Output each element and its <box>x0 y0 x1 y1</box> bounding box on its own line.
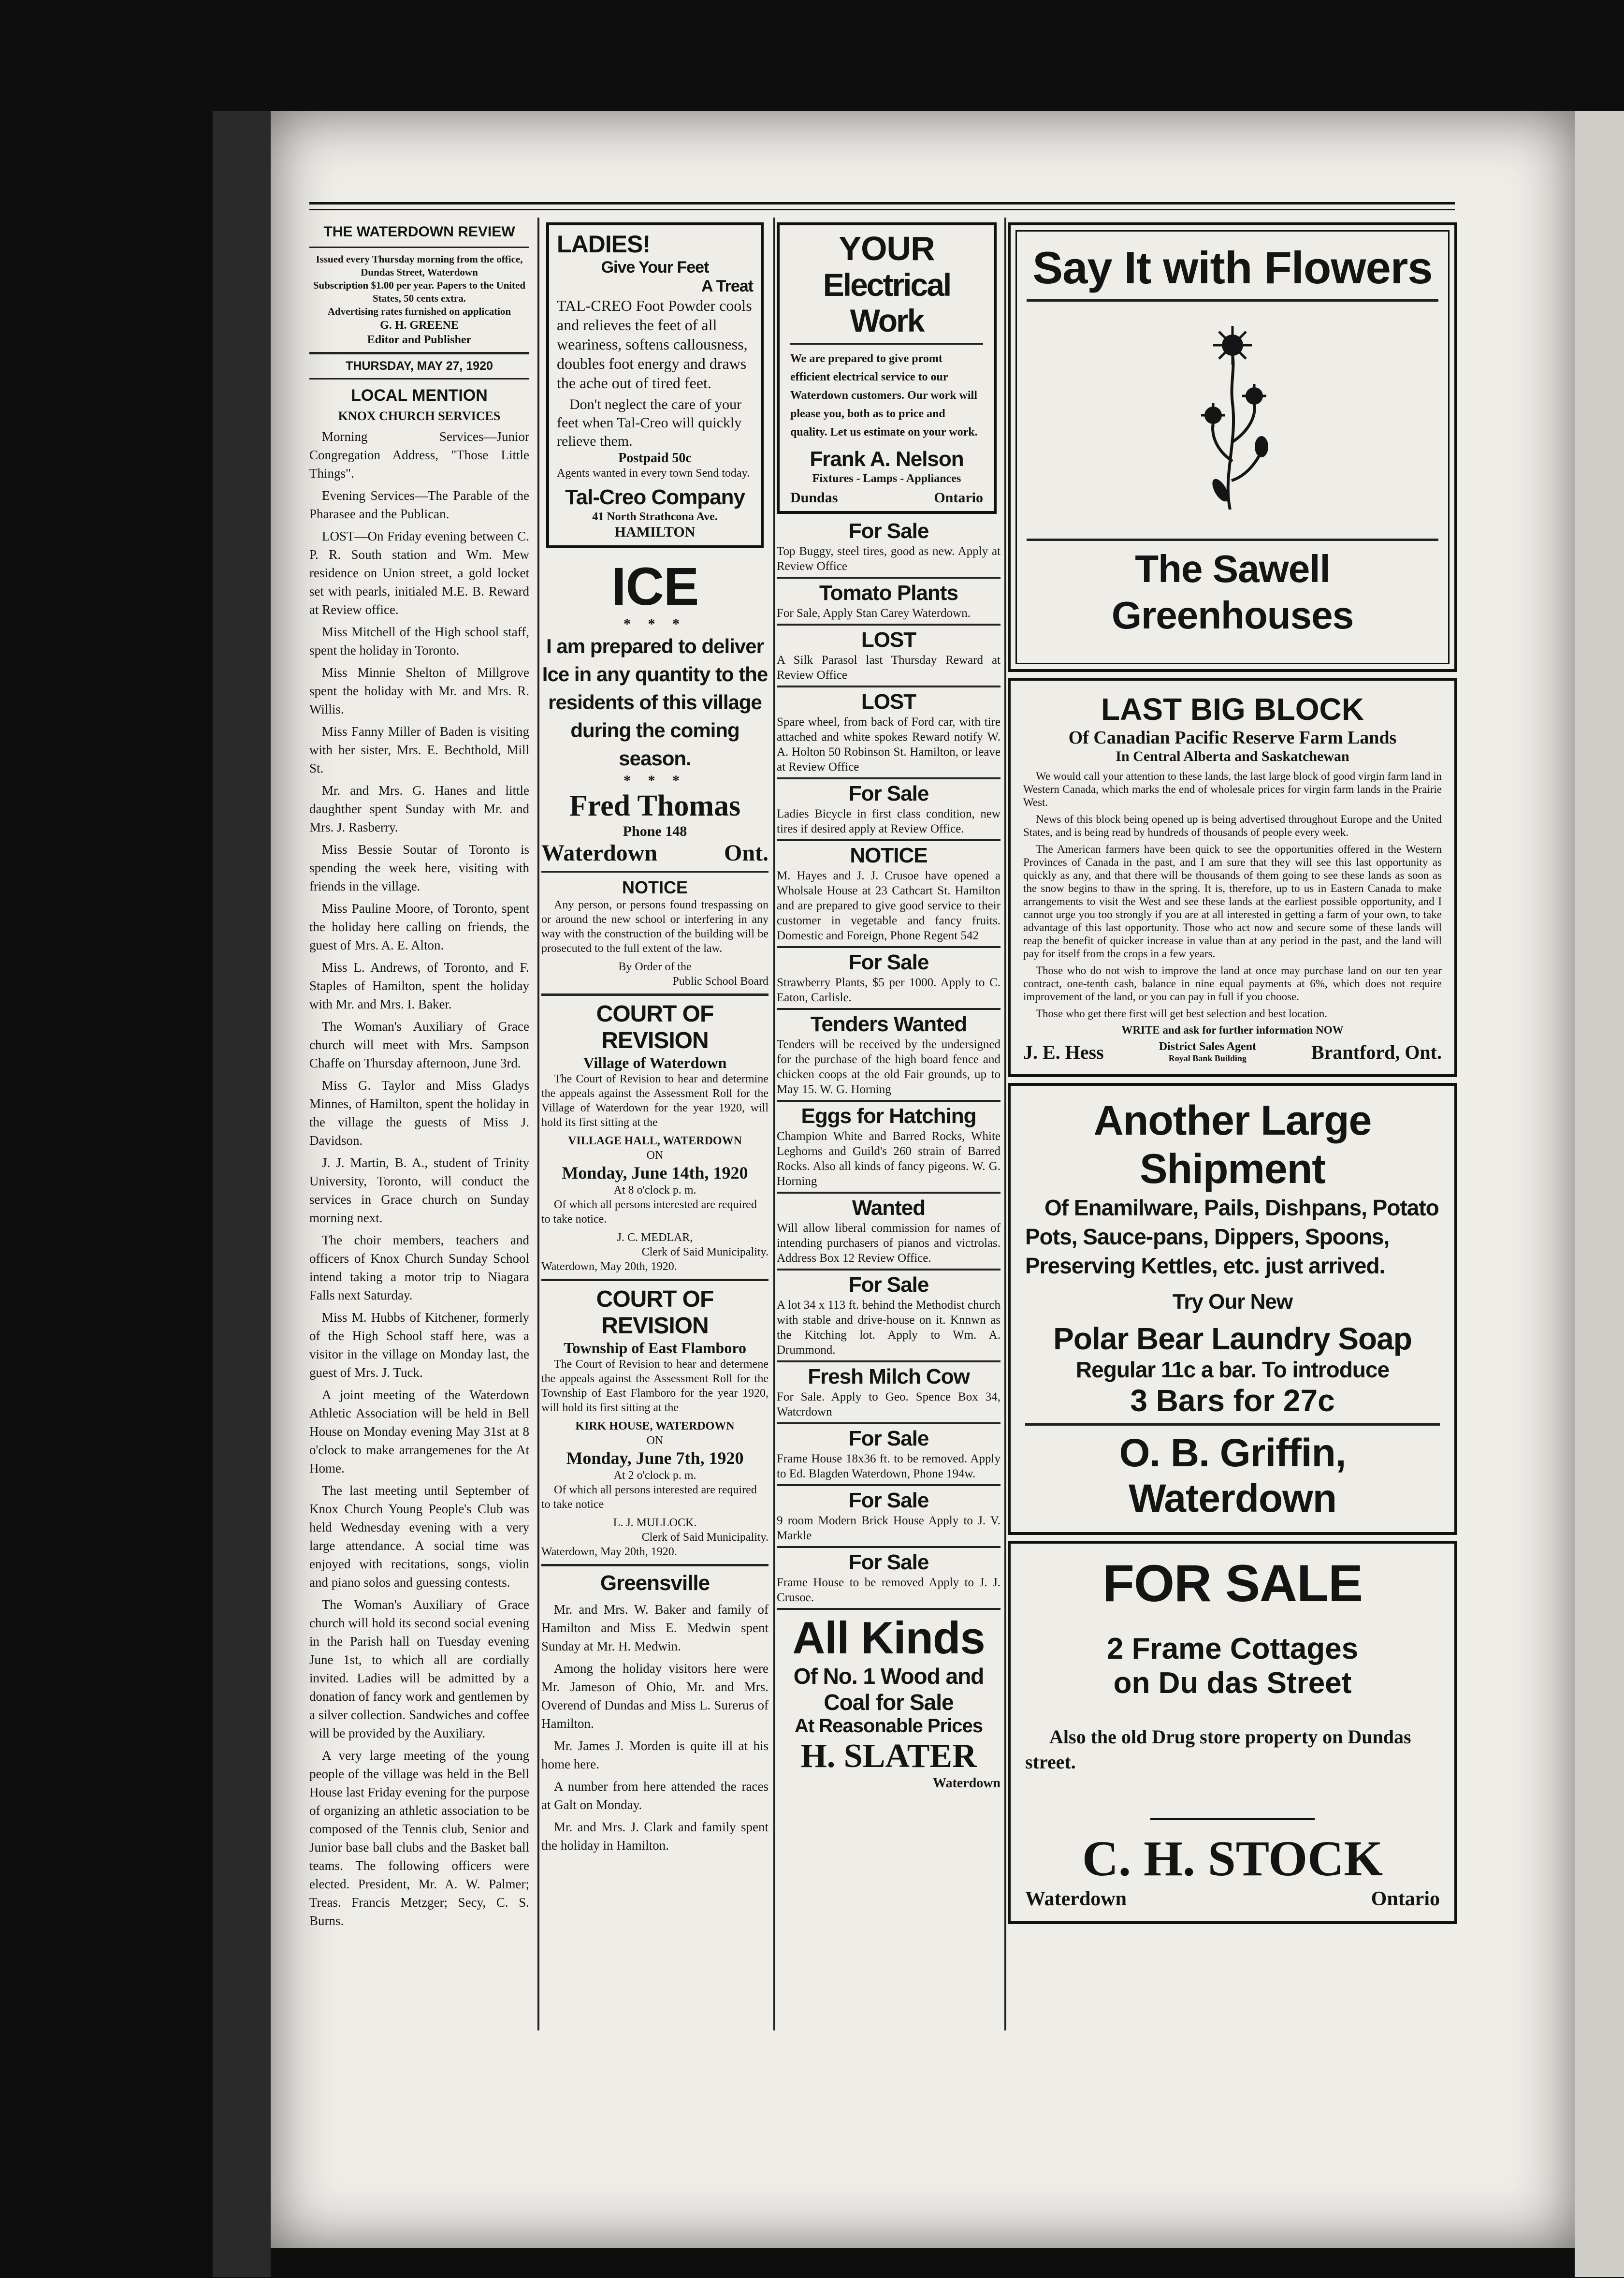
electric-ad-sub: Fixtures - Lamps - Appliances <box>812 472 961 485</box>
classified-body: Frame House to be removed Apply to J. J. Crusoe. <box>777 1576 1000 1604</box>
column-rule-1 <box>537 218 539 2030</box>
classified-item <box>777 1548 1000 1610</box>
cpr-ad-name: J. E. Hess <box>1023 1041 1104 1063</box>
classified-title: Tomato Plants <box>819 581 958 605</box>
divider <box>1025 1423 1440 1426</box>
local-mention-paragraph: Miss L. Andrews, of Toronto, and F. Staples of Hamilton, spent the holiday with Mr. and Mrs. I. Baker. <box>309 960 529 1011</box>
ladies-ad-body2: Don't neglect the care of your feet when Tal-Creo will quickly relieve them. <box>557 396 742 449</box>
ice-ad-stars: * * * <box>624 616 686 632</box>
cpr-ad-title: LAST BIG BLOCK <box>1101 692 1364 727</box>
cpr-ad-sub2: In Central Alberta and Saskatchewan <box>1116 748 1349 764</box>
ladies-ad-company: Tal-Creo Company <box>565 485 745 509</box>
cpr-ad-sub: Of Canadian Pacific Reserve Farm Lands <box>1068 728 1397 748</box>
classified-title: LOST <box>861 690 916 714</box>
court1-sub: Village of Waterdown <box>583 1054 727 1071</box>
cpr-ad-paragraph: The American farmers have been quick to see the opportunities offered in the Western Provinces of Canada in the past, and I am sure that they will see this last opportunity as quickly as any, and that there will be thousands of them going to see these lands as soon as the snow begins to thaw in the spring. It is, therefore, up to us in Eastern Canada to make arrangements to visit the West and see these lands at the earliest possible opportunity, and I cannot urge you too strongly if you are at all interested in getting a farm of your own, to take advantage of this last opportunity. Those who act now and secure some of these lands will reap the benefit of quicker increase in value than at any period in the past, and the land will pay for itself from the crops in a few years. <box>1023 843 1442 960</box>
greensville-paragraph: Mr. and Mrs. W. Baker and family of Hamilton and Miss E. Medwin spent Sunday at Mr. H. Medwin. <box>541 1602 768 1653</box>
electric-ad-title1: YOUR <box>839 230 935 267</box>
court2-date: Monday, June 7th, 1920 <box>566 1448 744 1468</box>
local-mention-body <box>309 427 529 1930</box>
local-mention-paragraph: Mr. and Mrs. G. Hanes and little daughther spent Sunday with Mr. and Mrs. J. Rasberry. <box>309 783 529 834</box>
court1-on: ON <box>646 1149 664 1162</box>
classified-item <box>777 626 1000 687</box>
masthead-editor-title: Editor and Publisher <box>367 334 472 346</box>
court2-note: Of which all persons interested are required to take notice <box>541 1484 757 1511</box>
griffin-ad-name: O. B. Griffin, Waterdown <box>1119 1431 1346 1520</box>
cpr-ad <box>1008 678 1457 1077</box>
slater-ad <box>777 1613 1000 1791</box>
masthead <box>309 222 529 380</box>
ladies-ad-body: TAL-CREO Foot Powder cools and relieves the feet of all weariness, softens callousness, doubles foot energy and draws the ache out of tired feet. <box>557 297 752 392</box>
ice-ad-name: Fred Thomas <box>569 789 741 822</box>
ladies-ad-title: LADIES! <box>557 231 650 258</box>
notice-school-title: NOTICE <box>622 877 688 897</box>
slater-ad-name: H. SLATER <box>800 1738 977 1775</box>
ice-ad <box>541 558 768 866</box>
griffin-ad-product: Polar Bear Laundry Soap <box>1053 1321 1412 1356</box>
stock-ad-name: C. H. STOCK <box>1082 1831 1383 1886</box>
classified-item <box>777 1102 1000 1194</box>
stock-ad-location <box>1025 1887 1440 1911</box>
local-mention-paragraph: LOST—On Friday evening between C. P. R. South station and Wm. Mew residence on Union street, a gold locket set with pearls, initialed M.E. B. Reward at Review office. <box>309 529 529 617</box>
court1-place: VILLAGE HALL, WATERDOWN <box>568 1135 742 1147</box>
court-revision-township <box>541 1286 768 1559</box>
classified-title: For Sale <box>848 1427 929 1450</box>
classified-item <box>777 841 1000 948</box>
local-mention-paragraph: Miss Minnie Shelton of Millgrove spent the holiday with Mr. and Mrs. R. Willis. <box>309 665 529 716</box>
local-mention-paragraph: The last meeting until September of Knox Church Young People's Club was held Wednesday evening with a very large attendance. A social time was enjoyed with recitations, songs, violin and piano solos and guessing contests. <box>309 1483 529 1590</box>
classified-title: Eggs for Hatching <box>801 1104 976 1128</box>
classified-body: Frame House 18x36 ft. to be removed. Apply to Ed. Blagden Waterdown, Phone 194w. <box>777 1452 1000 1480</box>
divider <box>309 352 529 354</box>
local-mention-paragraph: The Woman's Auxiliary of Grace church will meet with Mrs. Sampson Chaffe on Thursday afternoon, June 3rd. <box>309 1019 529 1070</box>
column-2 <box>541 222 768 2030</box>
divider <box>309 378 529 380</box>
local-mention-paragraph: Morning Services—Junior Congregation Address, "Those Little Things". <box>309 429 529 481</box>
court2-time: At 2 o'clock p. m. <box>613 1469 696 1482</box>
local-mention-paragraph: Evening Services—The Parable of the Pharasee and the Publican. <box>309 488 529 521</box>
classified-item <box>777 1010 1000 1102</box>
ladies-ad-agents: Agents wanted in every town Send today. <box>557 467 750 480</box>
masthead-advertising: Advertising rates furnished on application <box>327 306 511 317</box>
column-rule-2 <box>773 218 775 2030</box>
court2-body: The Court of Revision to hear and determene the appeals against the Assessment Roll for the Township of East Flamboro for the year 1920, will hold its first sitting at the <box>541 1358 768 1414</box>
classified-body: A lot 34 x 113 ft. behind the Methodist church with stable and drive-house on it. Knnwn as the Kitching lot. Apply to Wm. A. Drummond. <box>777 1299 1000 1357</box>
electric-ad-body: We are prepared to give promt efficient electrical service to our Waterdown customers. Our work will please you, both as to price and quality. Let us estimate on your work. <box>790 352 978 438</box>
classified-item <box>777 517 1000 579</box>
griffin-ad-title: Another Large Shipment <box>1093 1097 1372 1192</box>
stock-ad-line1: 2 Frame Cottages <box>1106 1632 1359 1665</box>
classified-body: Spare wheel, from back of Ford car, with tire attached and white spokes Reward notify W. A. Holton 50 Robinson St. Hamilton, or leave at Review Office <box>777 716 1000 774</box>
court1-clerk-title: Clerk of Said Municipality. <box>641 1246 768 1258</box>
electric-ad-province: Ontario <box>934 490 983 506</box>
ladies-ad-line2: A Treat <box>701 277 753 295</box>
ladies-ad-line1: Give Your Feet <box>601 258 709 277</box>
ladies-ad-address: 41 North Strathcona Ave. <box>592 511 718 523</box>
page-right-edge <box>1575 111 1624 2277</box>
column-1 <box>309 222 529 2030</box>
griffin-ad-body: Of Enamilware, Pails, Dishpans, Potato Pots, Sauce-pans, Dippers, Spoons, Preserving Kettles, etc. just arrived. <box>1025 1195 1439 1278</box>
classified-item <box>777 1362 1000 1424</box>
flowers-ad <box>1008 222 1457 672</box>
ice-ad-phone: Phone 148 <box>623 823 687 839</box>
classified-item <box>777 948 1000 1010</box>
cpr-ad-paragraph: Those who do not wish to improve the land at once may purchase land on our ten year contract, one-tenth cash, balance in nine equal payments at 6%, which does not require improvement of the land, or you can pay in full if you choose. <box>1023 964 1442 1003</box>
slater-ad-line2: Coal for Sale <box>824 1690 954 1715</box>
griffin-ad-price: Regular 11c a bar. To introduce <box>1075 1357 1390 1382</box>
greensville-paragraph: Mr. and Mrs. J. Clark and family spent the holiday in Hamilton. <box>541 1820 768 1853</box>
masthead-subscription: Subscription $1.00 per year. Papers to the United States, 50 cents extra. <box>313 279 526 304</box>
notice-school-sign2: Public School Board <box>672 975 768 988</box>
local-mention-paragraph: Miss Bessie Soutar of Toronto is spending the week here, visiting with friends in the village. <box>309 842 529 893</box>
classified-body: Champion White and Barred Rocks, White Leghorns and Guild's 260 strain of Barred Rocks. Also all kinds of fancy pigeons. W. G. Horning <box>777 1130 1000 1188</box>
ice-ad-title: ICE <box>611 557 699 616</box>
notice-school-body: Any person, or persons found trespassing on or around the new school or interfering in any way with the construction of the building will be prosecuted to the full extent of the law. <box>541 899 768 955</box>
cpr-ad-paragraph: News of this block being opened up is being advertised throughout Europe and the United States, and is being read by hundreds of thousands of people every week. <box>1023 813 1442 838</box>
classified-item <box>777 1486 1000 1548</box>
court2-on: ON <box>646 1434 664 1447</box>
slater-ad-title: All Kinds <box>792 1612 985 1663</box>
court1-body: The Court of Revision to hear and determine the appeals against the Assessment Roll for the Village of Waterdown for the year 1920, will hold its first sitting at the <box>541 1073 768 1129</box>
cpr-ad-building: Royal Bank Building <box>1168 1053 1247 1063</box>
classified-body: Will allow liberal commission for names of intending purchasers of pianos and victrolas. Address Box 12 Review Office. <box>777 1222 1000 1265</box>
page-left-shadow <box>213 111 271 2277</box>
classifieds-list <box>777 517 1000 1610</box>
classified-body: Ladies Bicycle in first class condition, new tires if desired apply at Review Office. <box>777 807 1000 835</box>
griffin-ad-try: Try Our New <box>1172 1290 1293 1314</box>
cpr-ad-write: WRITE and ask for further information NOW <box>1121 1024 1344 1036</box>
local-mention-subheading: KNOX CHURCH SERVICES <box>338 409 501 423</box>
classified-body: A Silk Parasol last Thursday Reward at Review Office <box>777 654 1000 682</box>
electric-ad-town: Dundas <box>790 490 838 506</box>
classified-item <box>777 687 1000 779</box>
top-rule <box>309 202 1455 204</box>
local-mention-paragraph: Miss M. Hubbs of Kitchener, formerly of the High School staff here, was a visitor in the village on Monday last, the guest of Mrs. J. Tuck. <box>309 1310 529 1380</box>
greensville-title: Greensville <box>600 1571 710 1595</box>
masthead-title: THE WATERDOWN REVIEW <box>323 224 515 240</box>
classified-item <box>777 1270 1000 1362</box>
local-mention-paragraph: The choir members, teachers and officers of Knox Church Sunday School intend taking a motor trip to Niagara Falls next Saturday. <box>309 1233 529 1302</box>
column-rule-3 <box>1004 218 1006 2030</box>
local-mention-paragraph: Miss Pauline Moore, of Toronto, spent the holiday here calling on friends, the guest of Mrs. A. E. Alton. <box>309 901 529 952</box>
divider <box>1027 539 1438 541</box>
ladies-ad-city: HAMILTON <box>614 524 696 540</box>
classified-body: Tenders will be received by the undersigned for the purchase of the high board fence and chicken coops at the old Fair grounds, up to May 15. W. G. Horning <box>777 1038 1000 1096</box>
column-4 <box>1008 222 1460 2030</box>
stock-ad-body: Also the old Drug store property on Dundas street. <box>1025 1726 1411 1773</box>
greensville-body <box>541 1600 768 1855</box>
classified-body: Top Buggy, steel tires, good as new. Apply at Review Office <box>777 545 1000 573</box>
court2-clerk: L. J. MULLOCK. <box>613 1517 697 1529</box>
divider <box>541 871 768 873</box>
stock-ad-town: Waterdown <box>1025 1888 1127 1910</box>
divider <box>790 343 983 345</box>
classified-body: For Sale, Apply Stan Carey Waterdown. <box>777 607 971 620</box>
flowers-ad-name: The Sawell Greenhouses <box>1111 547 1354 637</box>
flower-illustration <box>1184 316 1281 519</box>
divider <box>541 1279 768 1281</box>
classified-body: 9 room Modern Brick House Apply to J. V. Markle <box>777 1514 1000 1542</box>
local-mention-paragraph: Miss G. Taylor and Miss Gladys Minnes, of Hamilton, spent the holiday in the village the guests of Miss J. Davidson. <box>309 1078 529 1148</box>
masthead-issued: Issued every Thursday morning from the office, Dundas Street, Waterdown <box>316 253 523 278</box>
classified-title: Wanted <box>852 1196 926 1220</box>
ice-ad-location <box>541 840 768 866</box>
local-mention-heading: LOCAL MENTION <box>351 386 488 405</box>
notice-school-sign1: By Order of the <box>618 961 692 973</box>
masthead-editor-name: G. H. GREENE <box>380 319 459 332</box>
classified-body: M. Hayes and J. J. Crusoe have opened a Wholsale House at 23 Cathcart St. Hamilton and are prepared to give good service to their customer in vegetable and fancy fruits. Domestic and Foreign, Phone Regent 542 <box>777 869 1000 942</box>
flowers-ad-inner <box>1015 230 1450 664</box>
stock-ad-title: FOR SALE <box>1102 1554 1363 1612</box>
stock-ad <box>1008 1541 1457 1924</box>
ice-ad-province: Ont. <box>724 840 768 866</box>
local-mention-paragraph: The Woman's Auxiliary of Grace church will hold its second social evening in the Parish hall on Tuesday evening June 1st, to which all are cordially invited. Ladies will be admitted by a donation of fancy work and gentlemen by a silver collection. Sandwiches and coffee will be provided by the Auxiliary. <box>309 1597 529 1740</box>
divider <box>1150 1818 1315 1820</box>
greensville-paragraph: A number from here attended the races at Galt on Monday. <box>541 1779 768 1812</box>
court1-clerk: J. C. MEDLAR, <box>617 1231 693 1244</box>
divider <box>541 1564 768 1566</box>
classified-title: For Sale <box>848 1489 929 1512</box>
court2-clerk-title: Clerk of Said Municipality. <box>641 1531 768 1544</box>
greensville-paragraph: Mr. James J. Morden is quite ill at his home here. <box>541 1738 768 1771</box>
classified-title: LOST <box>861 628 916 652</box>
cpr-ad-footer <box>1023 1040 1442 1064</box>
cpr-ad-city: Brantford, Ont. <box>1311 1041 1442 1063</box>
griffin-ad <box>1008 1083 1457 1535</box>
divider <box>1027 299 1438 302</box>
classified-item <box>777 779 1000 841</box>
classified-body: Strawberry Plants, $5 per 1000. Apply to C. Eaton, Carlisle. <box>777 976 1000 1004</box>
classified-title: Fresh Milch Cow <box>808 1365 970 1388</box>
ice-ad-body: I am prepared to deliver Ice in any quantity to the residents of this village during the coming season. <box>542 635 768 770</box>
electric-ad <box>777 222 997 514</box>
court2-title: COURT OF REVISION <box>596 1286 714 1339</box>
classified-title: For Sale <box>848 519 929 543</box>
divider <box>309 247 529 248</box>
stock-ad-line2: on Du das Street <box>1113 1666 1352 1700</box>
court1-note: Of which all persons interested are required to take notice. <box>541 1198 757 1226</box>
ladies-ad <box>546 222 764 548</box>
cpr-ad-body <box>1023 770 1442 1020</box>
local-mention-paragraph: Miss Fanny Miller of Baden is visiting with her sister, Mrs. E. Bechthold, Mill St. <box>309 724 529 775</box>
cpr-ad-agent-block <box>1159 1040 1256 1064</box>
classified-title: Tenders Wanted <box>810 1012 967 1036</box>
cpr-ad-paragraph: Those who get there first will get best selection and best location. <box>1036 1008 1327 1020</box>
court2-place: KIRK HOUSE, WATERDOWN <box>575 1420 735 1432</box>
local-mention-paragraph: J. J. Martin, B. A., student of Trinity University, Toronto, will conduct the services in Grace church on Sunday morning next. <box>309 1155 529 1225</box>
divider <box>541 993 768 996</box>
court-revision-village <box>541 1001 768 1274</box>
slater-ad-line1: Of No. 1 Wood and <box>793 1664 984 1689</box>
top-rule-2 <box>309 209 1455 210</box>
classified-item <box>777 1424 1000 1486</box>
local-mention-paragraph: A very large meeting of the young people of the village was held in the Bell House last Friday evening for the purpose of organizing an athletic association to be composed of the Tennis club, Senior and Junior base ball clubs and the Basket ball teams. The following officers were elected. President, Mr. A. W. Palmer; Treas. Francis Metzger; Secy, C. S. Burns. <box>309 1748 529 1928</box>
slater-ad-town: Waterdown <box>933 1776 1000 1791</box>
cpr-ad-agent: District Sales Agent <box>1159 1040 1256 1053</box>
ice-ad-town: Waterdown <box>541 840 657 866</box>
local-mention-paragraph: Miss Mitchell of the High school staff, spent the holiday in Toronto. <box>309 625 529 657</box>
classified-item <box>777 579 1000 626</box>
classified-body: For Sale. Apply to Geo. Spence Box 34, Watcrdown <box>777 1390 1000 1418</box>
stock-ad-province: Ontario <box>1371 1888 1440 1910</box>
column-3 <box>777 222 1000 2030</box>
ladies-ad-price: Postpaid 50c <box>618 451 692 466</box>
notice-school <box>541 877 768 989</box>
greensville-paragraph: Among the holiday visitors here were Mr. Jameson of Ohio, Mr. and Mrs. Overend of Dundas and Miss L. Surerus of Hamilton. <box>541 1661 768 1731</box>
classified-title: For Sale <box>848 782 929 805</box>
court1-time: At 8 o'clock p. m. <box>613 1184 696 1197</box>
electric-ad-location <box>790 490 983 506</box>
court2-dated: Waterdown, May 20th, 1920. <box>541 1546 677 1558</box>
classified-title: For Sale <box>848 1550 929 1574</box>
classified-title: For Sale <box>848 1273 929 1297</box>
cpr-ad-paragraph: We would call your attention to these lands, the last large block of good virgin farm land in Western Canada, which marks the end of wholesale prices for virgin farm lands in the Prairie West. <box>1023 770 1442 808</box>
slater-ad-line3: At Reasonable Prices <box>794 1715 983 1737</box>
court1-date: Monday, June 14th, 1920 <box>562 1163 748 1183</box>
flowers-ad-title: Say It with Flowers <box>1032 242 1433 293</box>
court1-dated: Waterdown, May 20th, 1920. <box>541 1260 677 1273</box>
classified-title: For Sale <box>848 950 929 974</box>
electric-ad-title2: Electrical Work <box>823 267 951 338</box>
court1-title: COURT OF REVISION <box>596 1001 714 1053</box>
electric-ad-name: Frank A. Nelson <box>810 447 964 471</box>
classified-title: NOTICE <box>850 844 928 867</box>
local-mention-paragraph: A joint meeting of the Waterdown Athletic Association will be held in Bell House on Monday evening May 31st at 8 o'clock to make arrangemenes for the At Home. <box>309 1387 529 1475</box>
masthead-date: THURSDAY, MAY 27, 1920 <box>346 359 493 373</box>
court2-sub: Township of East Flamboro <box>564 1339 746 1357</box>
ice-ad-stars: * * * <box>624 773 686 789</box>
griffin-ad-offer: 3 Bars for 27c <box>1130 1383 1335 1418</box>
classified-item <box>777 1194 1000 1270</box>
